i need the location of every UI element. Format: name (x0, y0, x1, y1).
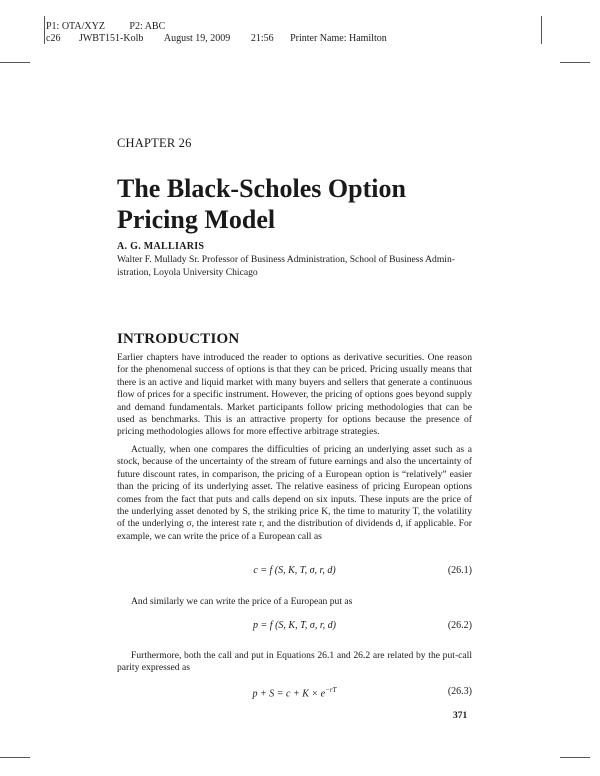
author-name: A. G. MALLIARIS (117, 241, 205, 252)
paragraph-1: Earlier chapters have introduced the reader to options as derivative securities. One reason for the phenomenal success of options is that they can be priced. Pricing usually means that there is an active and liquid market with many buyers and sellers that generate a continuous flow of prices for a specific instrument. However, the pricing of options goes beyond supply and demand fundamentals. Market participants follow pricing methodologies that can be used as benchmarks. This is an attractive property for options because the presence of pricing methodologies allows for more effective arbitrage strategies. (117, 352, 472, 438)
chapter-title-line-2: Pricing Model (117, 205, 276, 234)
equation-26-2 (117, 620, 472, 634)
crop-mark-right-bottom (560, 757, 590, 758)
crop-mark-right-top (560, 62, 590, 63)
equation-body: p + S = c + K × e (252, 688, 326, 700)
chapter-title-line-1: The Black-Scholes Option (117, 174, 406, 203)
header-printer: Printer Name: Hamilton (290, 33, 387, 44)
header-date: August 19, 2009 (163, 33, 231, 44)
header-chapter-code: c26 (46, 33, 61, 44)
header-p2: P2: ABC (129, 21, 166, 32)
crop-mark-top-right (541, 16, 542, 44)
header-book-code: JWBT151-Kolb (78, 33, 144, 44)
chapter-label: CHAPTER 26 (117, 136, 192, 150)
equation-number: (26.1) (447, 565, 472, 576)
equation-superscript: −rT (325, 686, 337, 694)
running-header-line-2 (46, 33, 387, 45)
author-affiliation-line-2: istration, Loyola University Chicago (117, 267, 258, 278)
author-affiliation (117, 253, 469, 279)
paragraph-3: And similarly we can write the price of a European put as (131, 596, 353, 607)
page-number: 371 (453, 711, 468, 721)
chapter-title (117, 173, 406, 235)
equation-body: p = f (S, K, T, σ, r, d) (253, 620, 336, 631)
equation-number: (26.3) (447, 686, 472, 697)
equation-body: c = f (S, K, T, σ, r, d) (253, 565, 336, 576)
equation-body-wrapper (117, 686, 472, 699)
paragraph-4: Furthermore, both the call and put in Equations 26.1 and 26.2 are related by the put-call parity expressed as (117, 650, 472, 674)
equation-number: (26.2) (447, 620, 472, 631)
section-heading: INTRODUCTION (117, 331, 240, 347)
equation-26-1 (117, 565, 472, 579)
header-p1: P1: OTA/XYZ (46, 21, 105, 32)
paragraph-2: Actually, when one compares the difficulties of pricing an underlying asset such as a stock, because of the uncertainty of the stream of future earnings and also the uncertainty of future discount rates, in comparison, the pricing of a European option is “relatively” easier than the pricing of its underlying asset. The relative easiness of pricing European options comes from the fact that puts and calls depend on six inputs. These inputs are the price of the underlying asset denoted by S, the striking price K, the time to maturity T, the volatility of the underlying σ, the interest rate r, and the distribution of dividends d, if applicable. For example, we can write the price of a European call as (117, 444, 472, 542)
author-affiliation-line-1: Walter F. Mullady Sr. Professor of Business Administration, School of Business Admin- (117, 254, 455, 265)
running-header-line-1 (46, 21, 165, 33)
header-time: 21:56 (250, 33, 274, 44)
crop-mark-left-bottom (0, 757, 30, 758)
equation-26-3 (117, 686, 472, 700)
crop-mark-left-top (0, 62, 30, 63)
crop-mark-top-left (44, 16, 45, 44)
